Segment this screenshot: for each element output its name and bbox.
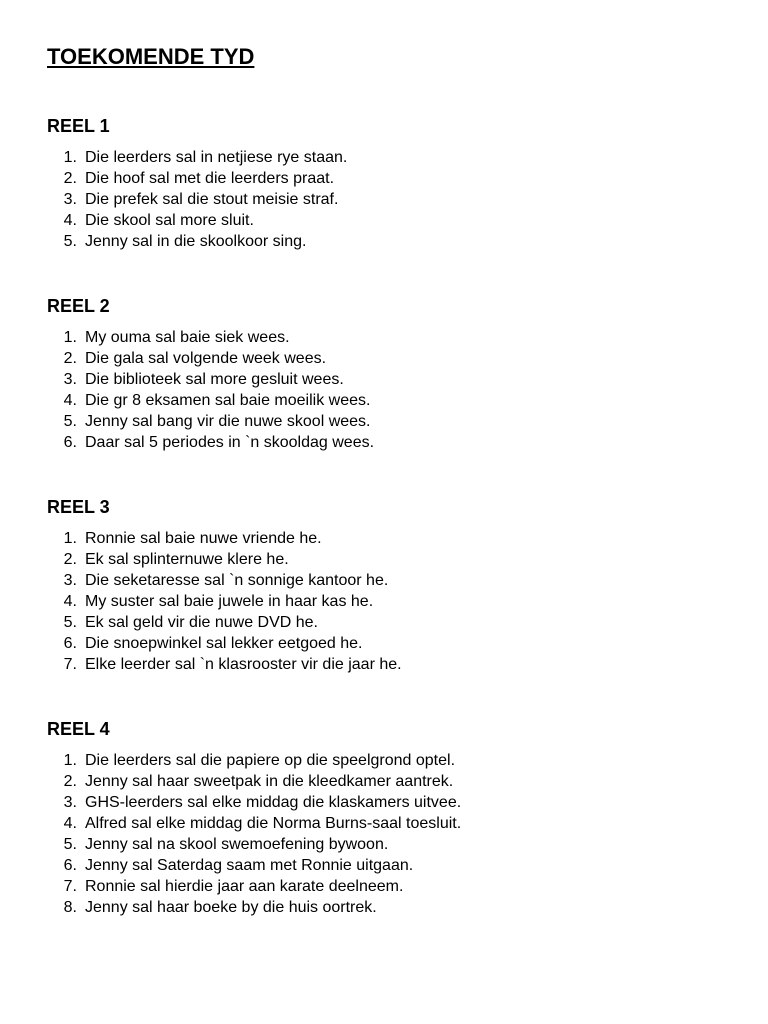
item-number: 1. [63, 530, 77, 547]
item-text: Jenny sal in die skoolkoor sing. [85, 233, 307, 250]
item-text: Die hoof sal met die leerders praat. [85, 170, 335, 187]
item-text: Jenny sal haar sweetpak in die kleedkamer aantrek. [85, 773, 454, 790]
list-item [47, 411, 727, 432]
item-number: 4. [63, 815, 77, 832]
item-number: 4. [63, 392, 77, 409]
list-item [47, 834, 727, 855]
item-number: 2. [63, 170, 77, 187]
section-heading: REEL 4 [47, 719, 110, 739]
item-text: Jenny sal bang vir die nuwe skool wees. [85, 413, 371, 430]
item-text: GHS-leerders sal elke middag die klaskamers uitvee. [85, 794, 462, 811]
list-item [47, 348, 727, 369]
item-number: 2. [63, 350, 77, 367]
item-number: 3. [63, 371, 77, 388]
section-reel-2 [47, 295, 727, 453]
rule-list [47, 528, 727, 675]
list-item [47, 369, 727, 390]
item-number: 2. [63, 773, 77, 790]
item-text: Die leerders sal in netjiese rye staan. [85, 149, 348, 166]
section-heading: REEL 2 [47, 296, 110, 316]
item-text: Jenny sal Saterdag saam met Ronnie uitgaan. [85, 857, 414, 874]
item-number: 3. [63, 191, 77, 208]
rule-list [47, 327, 727, 453]
item-text: Daar sal 5 periodes in `n skooldag wees. [85, 434, 375, 451]
list-item [47, 612, 727, 633]
item-text: Jenny sal na skool swemoefening bywoon. [85, 836, 389, 853]
item-number: 8. [63, 899, 77, 916]
list-item [47, 591, 727, 612]
list-item [47, 633, 727, 654]
list-item [47, 390, 727, 411]
item-text: Ronnie sal hierdie jaar aan karate deelneem. [85, 878, 404, 895]
item-number: 3. [63, 572, 77, 589]
item-number: 5. [63, 836, 77, 853]
list-item [47, 897, 727, 918]
item-number: 6. [63, 857, 77, 874]
list-item [47, 432, 727, 453]
list-item [47, 147, 727, 168]
item-text: Die leerders sal die papiere op die speelgrond optel. [85, 752, 456, 769]
item-number: 2. [63, 551, 77, 568]
item-number: 7. [63, 878, 77, 895]
list-item [47, 168, 727, 189]
list-item [47, 876, 727, 897]
item-text: Jenny sal haar boeke by die huis oortrek. [85, 899, 377, 916]
list-item [47, 750, 727, 771]
item-number: 6. [63, 635, 77, 652]
item-text: Die prefek sal die stout meisie straf. [85, 191, 339, 208]
rule-list [47, 147, 727, 252]
item-text: Die snoepwinkel sal lekker eetgoed he. [85, 635, 363, 652]
item-number: 5. [63, 614, 77, 631]
list-item [47, 855, 727, 876]
document-title: TOEKOMENDE TYD [47, 44, 255, 69]
item-text: Die biblioteek sal more gesluit wees. [85, 371, 344, 388]
item-text: Die seketaresse sal `n sonnige kantoor he. [85, 572, 389, 589]
list-item [47, 528, 727, 549]
item-number: 4. [63, 593, 77, 610]
section-heading: REEL 3 [47, 497, 110, 517]
section-reel-3 [47, 496, 727, 675]
list-item [47, 549, 727, 570]
item-number: 7. [63, 656, 77, 673]
item-number: 1. [63, 752, 77, 769]
item-number: 3. [63, 794, 77, 811]
item-text: Die gr 8 eksamen sal baie moeilik wees. [85, 392, 371, 409]
item-text: My suster sal baie juwele in haar kas he. [85, 593, 374, 610]
item-text: Elke leerder sal `n klasrooster vir die jaar he. [85, 656, 402, 673]
item-text: Ek sal geld vir die nuwe DVD he. [85, 614, 318, 631]
list-item [47, 327, 727, 348]
item-number: 1. [63, 149, 77, 166]
section-heading: REEL 1 [47, 116, 110, 136]
item-text: My ouma sal baie siek wees. [85, 329, 290, 346]
list-item [47, 771, 727, 792]
rule-list [47, 750, 727, 918]
list-item [47, 210, 727, 231]
item-text: Die skool sal more sluit. [85, 212, 254, 229]
item-number: 5. [63, 413, 77, 430]
list-item [47, 570, 727, 591]
item-number: 1. [63, 329, 77, 346]
section-reel-4 [47, 718, 727, 918]
item-text: Die gala sal volgende week wees. [85, 350, 327, 367]
list-item [47, 792, 727, 813]
item-number: 6. [63, 434, 77, 451]
list-item [47, 231, 727, 252]
list-item [47, 189, 727, 210]
item-text: Ronnie sal baie nuwe vriende he. [85, 530, 322, 547]
item-text: Ek sal splinternuwe klere he. [85, 551, 289, 568]
list-item [47, 813, 727, 834]
item-number: 4. [63, 212, 77, 229]
item-number: 5. [63, 233, 77, 250]
item-text: Alfred sal elke middag die Norma Burns-saal toesluit. [85, 815, 462, 832]
list-item [47, 654, 727, 675]
section-reel-1 [47, 115, 727, 252]
